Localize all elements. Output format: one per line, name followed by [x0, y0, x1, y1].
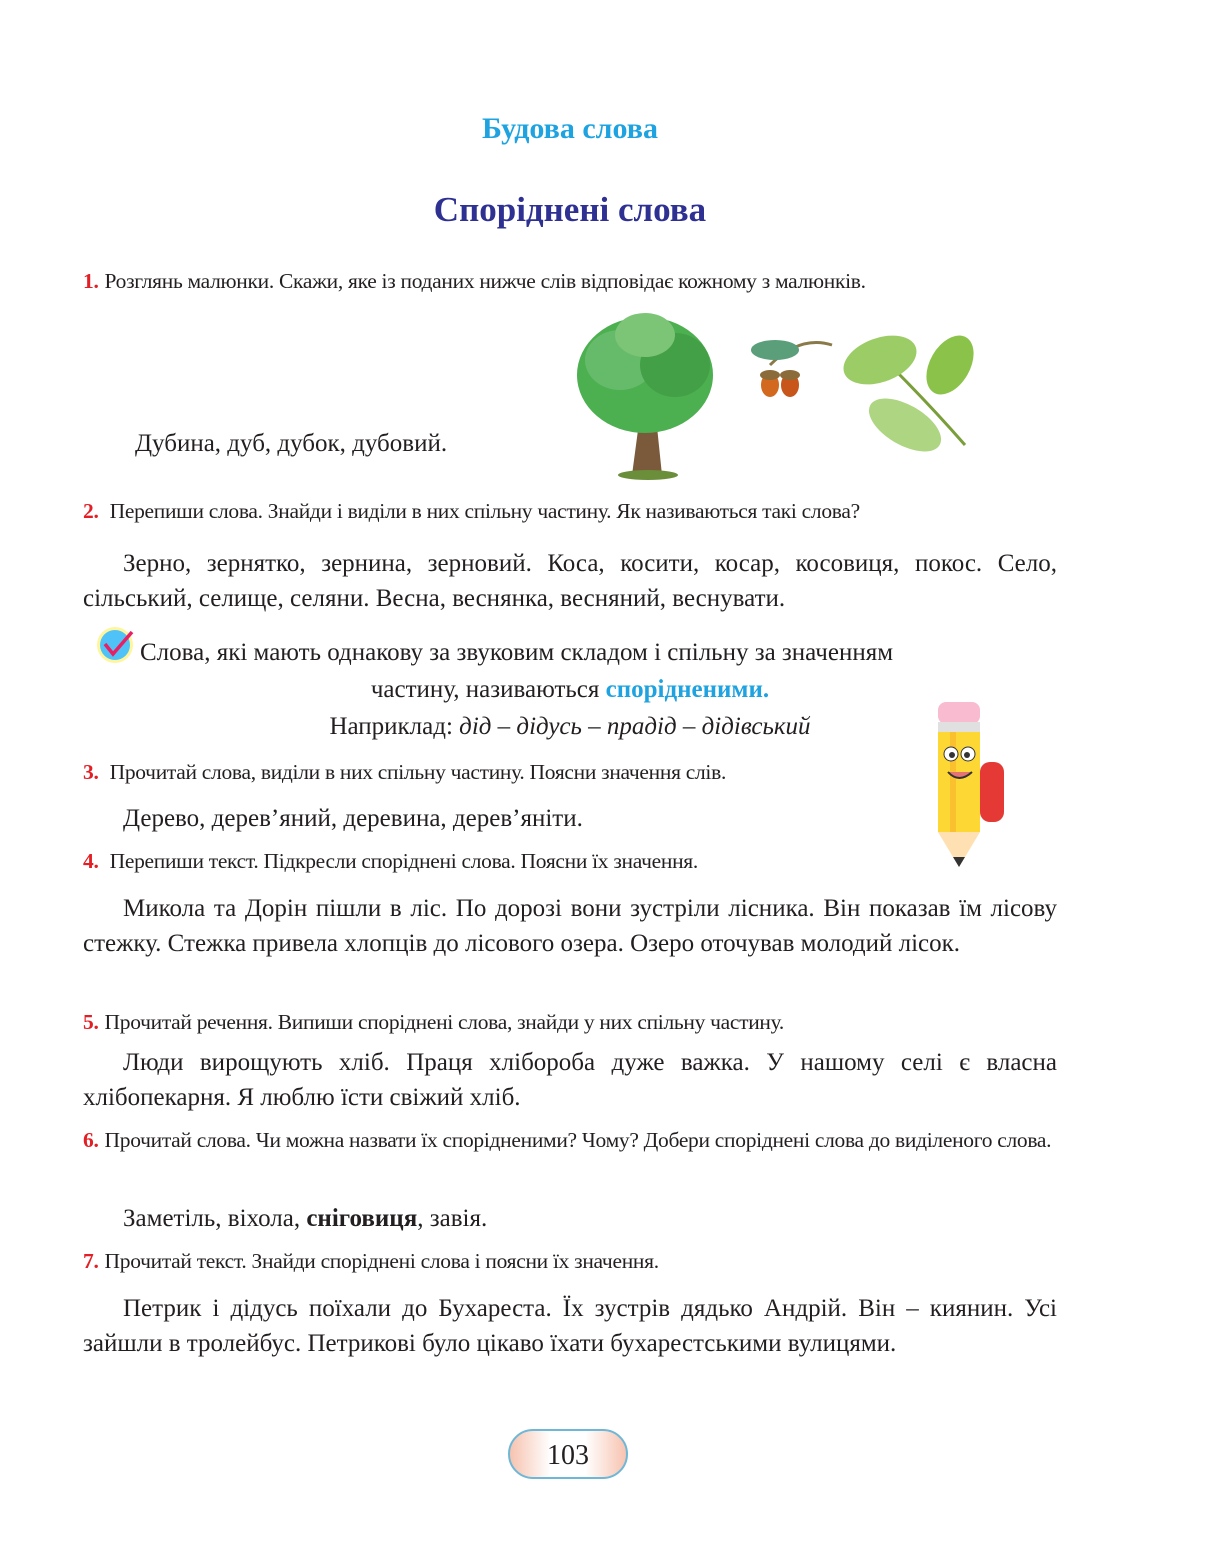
task-6-body: [83, 1201, 1057, 1236]
dash: –: [676, 713, 702, 740]
task-number: 1.: [83, 269, 99, 293]
section-title: Будова слова: [482, 112, 658, 145]
task-number: 7.: [83, 1249, 99, 1273]
page-number: 103: [508, 1429, 628, 1479]
example-word: дід: [459, 713, 492, 740]
task-text: Прочитай текст. Знайди споріднені слова і поясни їх значення.: [104, 1249, 659, 1273]
dash: –: [581, 713, 607, 740]
task-6: [83, 1124, 1057, 1157]
oak-tree-image: [577, 313, 713, 480]
oak-illustrations: [570, 305, 990, 485]
rule-term: спорідненими.: [605, 676, 770, 703]
task-text: Перепиши слова. Знайди і виділи в них спільну частину. Як називаються такі слова?: [109, 499, 860, 523]
body-text: Заметіль, віхола,: [123, 1205, 307, 1232]
task-text: Прочитай речення. Випиши споріднені слова, знайди у них спільну частину.: [104, 1010, 785, 1034]
task-text: Розглянь малюнки. Скажи, яке із поданих нижче слів відповідає кожному з малюнків.: [104, 269, 866, 293]
task-1: [83, 265, 1057, 298]
example-word: дідусь: [516, 713, 582, 740]
task-number: 2.: [83, 499, 99, 523]
task-7-body: Петрик і дідусь поїхали до Бухареста. Їх зустрів дядько Андрій. Він – киянин. Усі зайшли в тролейбус. Петрикові було цікаво їхати бухарестськими вулицями.: [83, 1295, 1057, 1357]
task-5-body: Люди вирощують хліб. Праця хлібороба дуже важка. У нашому селі є власна хлібопекарня. Я люблю їсти свіжий хліб.: [83, 1049, 1057, 1111]
task-text: Перепиши текст. Підкресли споріднені слова. Поясни їх значення.: [109, 849, 698, 873]
task-2-body: Зерно, зернятко, зернина, зерновий. Коса, косити, косар, косовиця, покос. Село, сільський, селище, селяни. Весна, веснянка, весняний, веснувати.: [83, 550, 1057, 612]
checkmark-icon: [100, 630, 130, 660]
example-label: Наприклад:: [329, 713, 460, 740]
rule-text: частину, називаються: [370, 676, 606, 703]
task-7: [83, 1245, 1057, 1278]
example-word: дідівський: [701, 713, 811, 740]
task-number: 3.: [83, 760, 99, 784]
task-2: [83, 495, 1057, 528]
acorns-image: [751, 340, 832, 397]
body-text: , завія.: [417, 1205, 488, 1232]
highlighted-word: сніговиця: [306, 1205, 418, 1232]
task-number: 4.: [83, 849, 99, 873]
task-number: 5.: [83, 1010, 99, 1034]
task-4: [83, 845, 1057, 878]
task-number: 6.: [83, 1128, 99, 1152]
task-1-body: Дубина, дуб, дубок, дубовий.: [135, 430, 448, 457]
task-text: Прочитай слова, виділи в них спільну частину. Поясни значення слів.: [109, 760, 727, 784]
task-3: [83, 756, 1057, 789]
oak-leaves-image: [837, 326, 984, 462]
rule-line-1: Слова, які мають однакову за звуковим складом і спільну за значенням: [140, 639, 894, 666]
task-text: Прочитай слова. Чи можна назвати їх спорідненими? Чому? Добери споріднені слова до виділеного слова.: [104, 1128, 1052, 1152]
lesson-title: Споріднені слова: [433, 190, 707, 229]
task-5: [83, 1006, 1057, 1039]
example-word: прадід: [606, 713, 677, 740]
task-4-body: Микола та Дорін пішли в ліс. По дорозі вони зустріли лісника. Він показав їм лісову стежку. Стежка привела хлопців до лісового озера. Озеро оточував молодий лісок.: [83, 895, 1057, 957]
task-3-body: Дерево, дерев’яний, деревина, дерев’яніти.: [123, 805, 583, 832]
dash: –: [491, 713, 517, 740]
